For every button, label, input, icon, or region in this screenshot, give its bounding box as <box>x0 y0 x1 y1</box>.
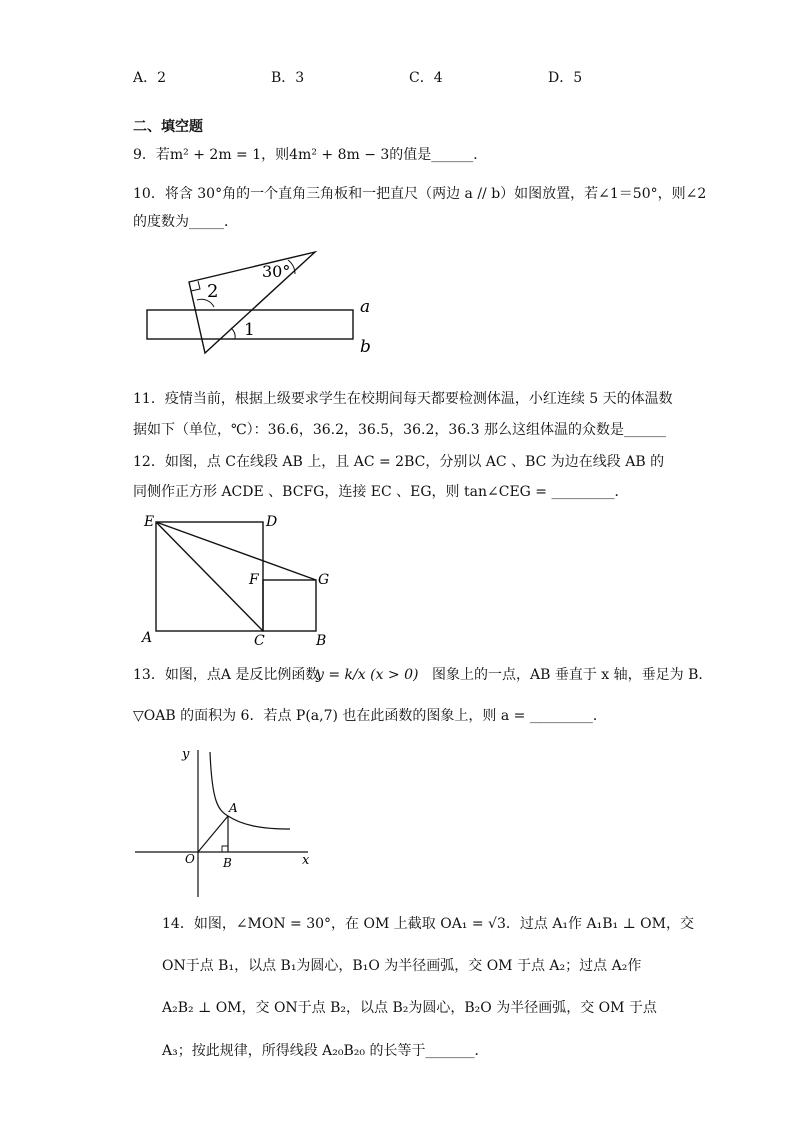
segment-oa <box>198 816 228 852</box>
option-d: D．5 <box>548 70 583 86</box>
label-origin: O <box>185 852 195 866</box>
label-c: C <box>254 633 265 649</box>
question-14-line3: A₂B₂ ⊥ OM，交 ON于点 B₂，以点 B₂为圆心，B₂O 为半径画弧，交 OM 于点 <box>162 1000 657 1016</box>
label-point-a: A <box>229 801 238 815</box>
label-e: E <box>144 514 155 530</box>
right-angle-mark <box>222 846 228 852</box>
question-13-formula: y = k/x (x > 0) <box>316 667 419 683</box>
label-y: y <box>182 747 190 762</box>
question-14-line1: 14．如图，∠MON = 30°，在 OM 上截取 OA₁ = √3．过点 A₁作 A₁B₁ ⊥ OM，交 <box>162 916 694 932</box>
label-x: x <box>302 853 310 868</box>
right-angle-mark <box>191 281 200 291</box>
label-angle-1: 1 <box>244 320 255 340</box>
question-13-line1b: 图象上的一点，AB 垂直于 x 轴，垂足为 B． <box>432 667 713 683</box>
angle-1-arc <box>231 328 235 339</box>
label-b: B <box>316 633 327 649</box>
label-line-a: a <box>360 297 371 317</box>
option-a: A．2 <box>133 70 167 86</box>
label-angle-2: 2 <box>207 281 219 302</box>
question-14-line2: ON于点 B₁，以点 B₁为圆心，B₁O 为半径画弧，交 OM 于点 A₂；过点 A₂作 <box>162 958 642 974</box>
question-13-line1a: 13．如图，点A 是反比例函数 <box>133 667 320 683</box>
option-c: C．4 <box>409 70 443 86</box>
question-12-line1: 12．如图，点 C在线段 AB 上，且 AC = 2BC，分别以 AC 、BC 为边在线段 AB 的 <box>133 454 665 470</box>
question-9: 9．若m² + 2m = 1，则4m² + 8m − 3的值是______． <box>133 147 488 163</box>
label-line-b: b <box>360 337 371 357</box>
hyperbola-curve <box>210 752 290 829</box>
label-f: F <box>249 572 259 588</box>
question-11-line2: 据如下（单位，℃）：36.6，36.2，36.5，36.2，36.3 那么这组体温的众数是______ <box>133 422 666 438</box>
label-a: A <box>142 630 153 646</box>
figure-12 <box>138 508 338 650</box>
segment-ec <box>156 522 263 631</box>
figure-10 <box>140 248 390 360</box>
option-b: B．3 <box>271 70 305 86</box>
question-13-line2: ▽OAB 的面积为 6．若点 P(a,7) 也在此函数的图象上，则 a = _________． <box>133 708 607 724</box>
label-point-b: B <box>223 856 232 870</box>
question-14-line4: A₃；按此规律，所得线段 A₂₀B₂₀ 的长等于_______． <box>162 1043 489 1059</box>
square-bcfg <box>263 580 316 631</box>
segment-eg <box>156 522 316 580</box>
label-d: D <box>266 514 278 530</box>
question-10-line2: 的度数为_____． <box>133 214 238 230</box>
section-title: 二、填空题 <box>133 119 203 135</box>
label-g: G <box>318 572 330 588</box>
question-11-line1: 11．疫情当前，根据上级要求学生在校期间每天都要检测体温，小红连续 5 天的体温数 <box>133 391 673 407</box>
question-12-line2: 同侧作正方形 ACDE 、BCFG，连接 EC 、EG，则 tan∠CEG = _________． <box>133 484 629 500</box>
figure-13 <box>130 742 330 900</box>
question-10-line1: 10．将含 30°角的一个直角三角板和一把直尺（两边 a // b）如图放置，若∠1＝50°，则∠2 <box>133 186 707 202</box>
label-30-deg: 30° <box>262 262 291 281</box>
